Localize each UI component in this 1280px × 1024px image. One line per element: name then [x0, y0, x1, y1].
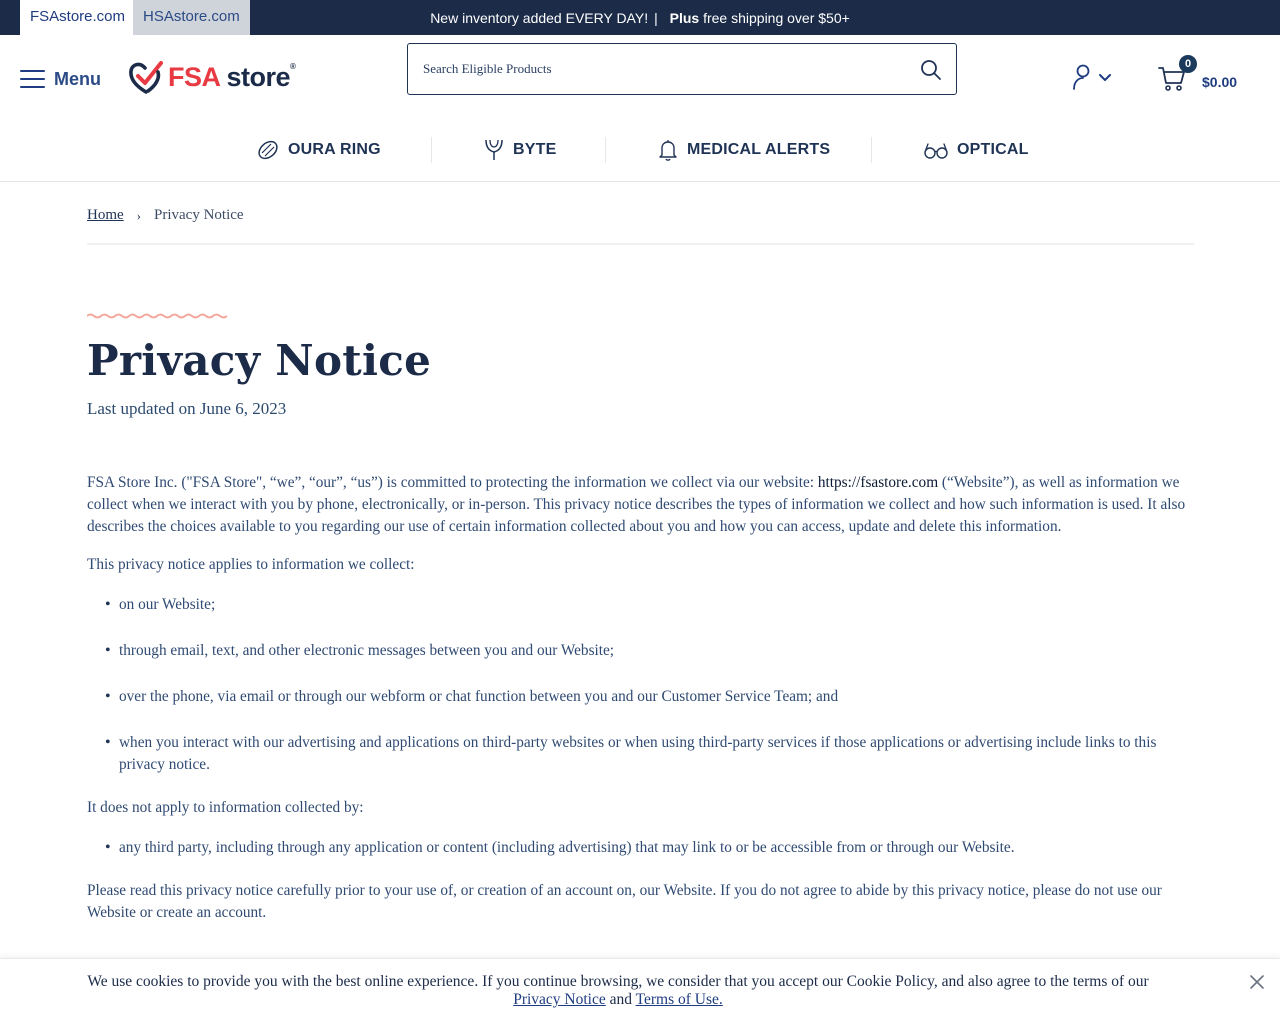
applies-heading: This privacy notice applies to information we collect:	[87, 556, 415, 573]
checkmark-heart-icon	[128, 59, 164, 95]
privacy-notice-link[interactable]: Privacy Notice	[513, 991, 606, 1008]
breadcrumb-home-link[interactable]: Home	[87, 207, 124, 223]
applies-list	[87, 594, 1194, 776]
list-item: • over the phone, via email or through our webform or chat function between you and our Customer Service Team; and	[119, 686, 1194, 708]
page-title: Privacy Notice	[87, 336, 432, 385]
nav-divider-line	[0, 181, 1280, 182]
nav-divider	[871, 137, 872, 163]
chevron-down-icon	[1099, 74, 1111, 82]
breadcrumb	[87, 207, 244, 224]
intro-paragraph: FSA Store Inc. ("FSA Store", “we”, “our”, “us”) is committed to protecting the information we collect via our website: https://fsastore.com (“Website”), as well as information we collect when we interact with you by phone, electronically, or in-person. This privacy notice describes the types of information we collect and how such information is used. It also describes the choices available to you regarding our use of certain information collected about you and how you can access, update and delete this information.	[87, 474, 1186, 535]
not-apply-heading: It does not apply to information collected by:	[87, 799, 364, 816]
breadcrumb-divider	[87, 243, 1194, 245]
nav-item-optical[interactable]	[924, 127, 1029, 173]
account-menu[interactable]	[1071, 64, 1113, 90]
cart-button[interactable]	[1158, 58, 1248, 96]
promo-shipping-text: free shipping over $50+	[703, 10, 850, 26]
user-icon	[1071, 64, 1095, 90]
wavy-accent-line	[87, 312, 227, 320]
fsa-store-logo[interactable]	[128, 58, 295, 96]
nav-divider	[431, 137, 432, 163]
website-link[interactable]: https://fsastore.com	[817, 474, 939, 491]
search-input[interactable]	[408, 44, 888, 94]
promo-plus-text: Plus	[669, 10, 700, 26]
nav-label: OURA RING	[288, 141, 381, 158]
promo-separator: |	[654, 10, 658, 26]
nav-label: BYTE	[513, 141, 557, 158]
breadcrumb-current: Privacy Notice	[154, 207, 244, 223]
closing-paragraph: Please read this privacy notice carefully prior to your use of, or creation of an account on, our Website. If you do not agree to abide by this privacy notice, please do not use our Website or create an account.	[87, 882, 1162, 921]
hamburger-icon	[20, 70, 45, 88]
nav-item-medical-alerts[interactable]	[658, 127, 830, 173]
glasses-icon	[924, 140, 948, 160]
site-tab-hsastore[interactable]: HSAstore.com	[133, 0, 250, 35]
oura-ring-icon	[257, 139, 279, 161]
menu-button[interactable]	[20, 64, 101, 94]
privacy-content	[87, 472, 1194, 940]
chevron-right-icon: ›	[136, 207, 142, 223]
last-updated: Last updated on June 6, 2023	[87, 399, 287, 418]
nav-item-oura-ring[interactable]	[257, 127, 381, 173]
top-bar	[0, 0, 1280, 35]
list-item: • any third party, including through any application or content (including advertising) that may link to or be accessible from or through our Website.	[119, 837, 1194, 859]
nav-label: MEDICAL ALERTS	[687, 141, 831, 158]
nav-label: OPTICAL	[957, 141, 1029, 158]
promo-main-text: New inventory added EVERY DAY!	[430, 10, 649, 26]
search-bar	[407, 43, 957, 95]
cart-count-badge: 0	[1179, 55, 1197, 73]
site-tab-fsastore[interactable]: FSAstore.com	[20, 0, 133, 35]
menu-label: Menu	[54, 68, 101, 89]
close-icon[interactable]	[1249, 974, 1265, 990]
bell-icon	[658, 139, 678, 161]
byte-aligner-icon	[484, 138, 504, 162]
cart-total: $0.00	[1202, 74, 1238, 90]
category-nav	[0, 127, 1280, 175]
cookie-text: We use cookies to provide you with the best online experience. If you continue browsing, we consider that you accept our Cookie Policy, and also agree to the terms of our Privacy Notice and Terms of Use.	[87, 973, 1149, 1008]
search-icon[interactable]	[920, 59, 942, 81]
list-item: • on our Website;	[119, 594, 1194, 616]
nav-divider	[605, 137, 606, 163]
logo-wordmark: FSA store®	[168, 61, 296, 92]
cookie-banner	[0, 958, 1280, 1024]
nav-item-byte[interactable]	[484, 127, 556, 173]
terms-of-use-link[interactable]: Terms of Use.	[635, 991, 723, 1008]
list-item: • when you interact with our advertising and applications on third-party websites or when using third-party services if those applications or advertising include links to this privacy notice.	[119, 732, 1194, 776]
not-apply-list	[87, 837, 1194, 859]
list-item: • through email, text, and other electronic messages between you and our Website;	[119, 640, 1194, 662]
